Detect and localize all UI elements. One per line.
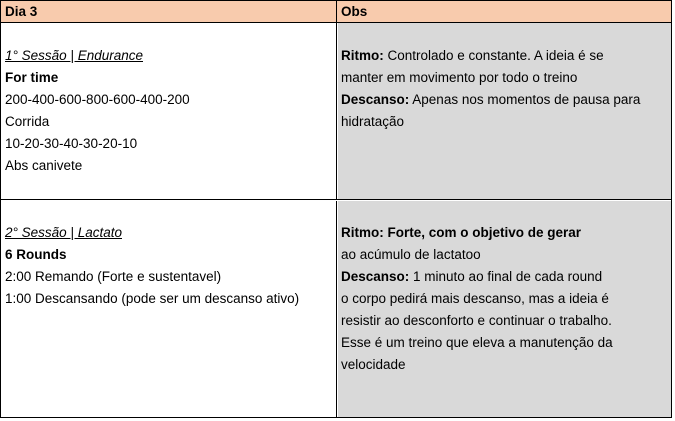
session-2-obs-line-6: Esse é um treino que eleva a manutenção da — [341, 335, 613, 350]
session-1-line-3: 10-20-30-40-30-20-10 — [5, 136, 138, 151]
session-2-obs-line-4: o corpo pedirá mais descanso, mas a ideia é — [341, 291, 609, 306]
session-2-descanso — [341, 266, 613, 288]
session-1-descanso-text: Apenas nos momentos de pausa para — [409, 92, 641, 107]
session-1-obs-cell[interactable] — [338, 23, 671, 199]
session-1-line-4: Abs canivete — [5, 158, 83, 173]
session-2-ritmo-cont: ao acúmulo de lactatoo — [341, 247, 481, 262]
session-2-obs-line-7: velocidade — [341, 357, 406, 372]
session-2-line-2: 1:00 Descansando (pode ser um descanso ativo) — [5, 291, 300, 306]
session-1-format: For time — [5, 70, 59, 85]
session-2-cell[interactable] — [1, 201, 337, 417]
session-2-ritmo: Ritmo: Forte, com o objetivo de gerar — [341, 225, 582, 240]
session-1-line-1: 200-400-600-800-600-400-200 — [5, 92, 190, 107]
table-row-session-2 — [1, 201, 671, 417]
session-1-ritmo-text: Controlado e constante. A ideia é se — [383, 48, 604, 63]
session-2-obs-line-5: resistir ao desconforto e continuar o trabalho. — [341, 313, 612, 328]
session-2-descanso-text: 1 minuto ao final de cada round — [409, 269, 603, 284]
session-2-format: 6 Rounds — [5, 247, 67, 262]
session-2-obs-cell[interactable] — [338, 201, 671, 417]
session-1-title: 1° Sessão | Endurance — [5, 48, 143, 63]
session-1-ritmo-cont: manter em movimento por todo o treino — [341, 70, 578, 85]
table-row-session-1 — [1, 23, 671, 200]
table-header — [1, 1, 671, 23]
header-obs[interactable]: Obs — [341, 4, 368, 19]
session-2-descanso-label: Descanso: — [341, 269, 410, 284]
session-1-ritmo-label: Ritmo: — [341, 48, 384, 63]
session-1-descanso-label: Descanso: — [341, 92, 410, 107]
session-2-title: 2° Sessão | Lactato — [5, 225, 122, 240]
session-1-descanso — [341, 89, 640, 111]
header-day[interactable]: Dia 3 — [1, 1, 337, 22]
session-1-ritmo — [341, 45, 640, 67]
session-1-line-2: Corrida — [5, 114, 50, 129]
session-2-line-1: 2:00 Remando (Forte e sustentavel) — [5, 269, 222, 284]
session-1-descanso-cont: hidratação — [341, 114, 405, 129]
session-1-cell[interactable] — [1, 23, 337, 199]
